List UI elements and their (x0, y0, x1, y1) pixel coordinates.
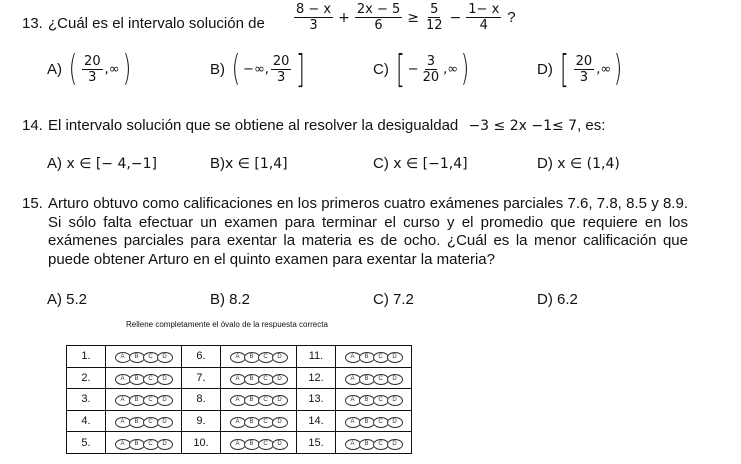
table-row (67, 367, 412, 389)
answer-bubble-c[interactable]: C (143, 374, 159, 385)
q14-expression: −3 ≤ 2x −1≤ 7 (468, 118, 578, 134)
question-number-cell: 1. (67, 346, 106, 368)
q14-text: El intervalo solución que se obtiene al resolver la desigualdad −3 ≤ 2x −1≤ 7, es: (48, 117, 606, 134)
answer-bubble-c[interactable]: C (258, 352, 274, 363)
answer-bubble-a[interactable]: A (230, 417, 246, 428)
answer-bubble-d[interactable]: D (387, 439, 403, 450)
bubble-cell (221, 389, 297, 411)
answer-bubble-b[interactable]: B (359, 395, 375, 406)
question-number-cell: 6. (182, 346, 221, 368)
q15-option-b[interactable]: B) 8.2 (210, 291, 251, 308)
table-row (67, 346, 412, 368)
answer-bubble-b[interactable]: B (129, 374, 145, 385)
question-number-cell: 13. (297, 389, 336, 411)
q13-number: 13. (22, 15, 43, 32)
answer-bubble-d[interactable]: D (272, 439, 288, 450)
question-number-cell: 7. (182, 367, 221, 389)
bubble-cell (106, 410, 182, 432)
answer-bubble-b[interactable]: B (244, 417, 260, 428)
bubble-cell (106, 346, 182, 368)
answer-bubble-d[interactable]: D (387, 395, 403, 406)
bubble-cell (221, 346, 297, 368)
question-number-cell: 8. (182, 389, 221, 411)
bubble-cell (221, 410, 297, 432)
answer-bubble-d[interactable]: D (157, 395, 173, 406)
answer-bubble-d[interactable]: D (387, 417, 403, 428)
answer-bubble-d[interactable]: D (157, 439, 173, 450)
answer-bubble-a[interactable]: A (230, 439, 246, 450)
question-number-cell: 12. (297, 367, 336, 389)
answer-bubble-a[interactable]: A (115, 374, 131, 385)
answer-bubble-a[interactable]: A (345, 374, 361, 385)
answer-bubble-c[interactable]: C (373, 352, 389, 363)
answer-bubble-b[interactable]: B (359, 439, 375, 450)
bubble-cell (106, 432, 182, 454)
answer-bubble-a[interactable]: A (115, 417, 131, 428)
answer-bubble-c[interactable]: C (258, 374, 274, 385)
answer-bubble-d[interactable]: D (272, 395, 288, 406)
answer-bubble-b[interactable]: B (129, 439, 145, 450)
answer-bubble-a[interactable]: A (345, 352, 361, 363)
answer-bubble-b[interactable]: B (359, 374, 375, 385)
answer-bubble-a[interactable]: A (345, 395, 361, 406)
q15-option-d[interactable]: D) 6.2 (537, 291, 578, 308)
answer-bubble-b[interactable]: B (244, 352, 260, 363)
answer-bubble-a[interactable]: A (230, 352, 246, 363)
answer-bubble-d[interactable]: D (272, 374, 288, 385)
bubble-cell (106, 389, 182, 411)
answer-bubble-d[interactable]: D (387, 352, 403, 363)
q14-option-c[interactable]: C) x ∈ [−1,4] (373, 155, 468, 172)
bubble-cell (221, 367, 297, 389)
question-number-cell: 15. (297, 432, 336, 454)
answer-bubble-c[interactable]: C (373, 417, 389, 428)
q13-option-b[interactable]: B) ( −∞, $\frac{20}{3}$ ] (210, 47, 306, 91)
answer-bubble-b[interactable]: B (129, 352, 145, 363)
answer-bubble-a[interactable]: A (115, 395, 131, 406)
answer-sheet-instruction: Rellene completamente el óvalo de la respuesta correcta (126, 320, 328, 329)
answer-bubble-c[interactable]: C (258, 439, 274, 450)
bubble-cell (336, 346, 412, 368)
answer-bubble-c[interactable]: C (373, 439, 389, 450)
bubble-cell (336, 367, 412, 389)
bubble-cell (336, 432, 412, 454)
q15-text: Arturo obtuvo como calificaciones en los primeros cuatro exámenes parciales 7.6, 7.8, 8.5 y 8.9. Si sólo falta efectuar un examen para terminar el curso y el promedio que requiere en los exámenes parciales para exentar la materia es de ocho. ¿Cuál es la menor calificación que puede obtener Arturo en el quinto examen para exentar la materia? (48, 195, 688, 268)
answer-bubble-a[interactable]: A (345, 439, 361, 450)
q14-option-b[interactable]: B)x ∈ [1,4] (210, 155, 288, 172)
q15-option-c[interactable]: C) 7.2 (373, 291, 414, 308)
answer-bubble-c[interactable]: C (373, 395, 389, 406)
answer-bubble-b[interactable]: B (129, 417, 145, 428)
bubble-cell (221, 432, 297, 454)
answer-bubble-d[interactable]: D (157, 374, 173, 385)
question-number-cell: 11. (297, 346, 336, 368)
q15-option-a[interactable]: A) 5.2 (47, 291, 88, 308)
answer-bubble-d[interactable]: D (272, 417, 288, 428)
bubble-cell (336, 389, 412, 411)
answer-bubble-b[interactable]: B (244, 374, 260, 385)
table-row (67, 410, 412, 432)
question-number-cell: 3. (67, 389, 106, 411)
q13-option-d[interactable]: D) [ $\frac{20}{3}$ ,∞ ) (537, 47, 623, 91)
q13-option-a[interactable]: A) ( $\frac{20}{3}$ ,∞ ) (47, 48, 131, 89)
answer-bubble-a[interactable]: A (230, 374, 246, 385)
question-number-cell: 14. (297, 410, 336, 432)
question-number-cell: 9. (182, 410, 221, 432)
answer-bubble-a[interactable]: A (345, 417, 361, 428)
answer-bubble-a[interactable]: A (230, 395, 246, 406)
answer-bubble-b[interactable]: B (244, 395, 260, 406)
question-number-cell: 10. (182, 432, 221, 454)
answer-bubble-d[interactable]: D (387, 374, 403, 385)
answer-bubble-c[interactable]: C (143, 439, 159, 450)
answer-bubble-b[interactable]: B (359, 417, 375, 428)
q15-number: 15. (22, 195, 43, 212)
answer-sheet-table (66, 345, 412, 454)
answer-bubble-a[interactable]: A (115, 352, 131, 363)
answer-bubble-c[interactable]: C (258, 395, 274, 406)
table-row (67, 432, 412, 454)
q13-option-c[interactable]: C) [ − $\frac{3}{20}$ ,∞ ) (373, 47, 470, 91)
answer-bubble-b[interactable]: B (129, 395, 145, 406)
answer-bubble-d[interactable]: D (157, 417, 173, 428)
bubble-cell (106, 367, 182, 389)
answer-bubble-c[interactable]: C (373, 374, 389, 385)
answer-bubble-b[interactable]: B (359, 352, 375, 363)
q13-expression: $\frac{8 - x}{3}$ + $\frac{2x - 5}{6}$ ≥ $\frac{5}{12}$ − $\frac{1- x}{4}$ ? (296, 2, 516, 33)
answer-bubble-c[interactable]: C (143, 352, 159, 363)
q14-option-a[interactable]: A) x ∈ [− 4,−1] (47, 155, 157, 172)
answer-bubble-c[interactable]: C (143, 395, 159, 406)
answer-bubble-d[interactable]: D (272, 352, 288, 363)
question-number-cell: 5. (67, 432, 106, 454)
table-row (67, 389, 412, 411)
answer-bubble-c[interactable]: C (143, 417, 159, 428)
answer-bubble-d[interactable]: D (157, 352, 173, 363)
question-number-cell: 2. (67, 367, 106, 389)
bubble-cell (336, 410, 412, 432)
question-number-cell: 4. (67, 410, 106, 432)
answer-bubble-a[interactable]: A (115, 439, 131, 450)
answer-bubble-b[interactable]: B (244, 439, 260, 450)
q14-option-d[interactable]: D) x ∈ (1,4) (537, 155, 620, 172)
answer-bubble-c[interactable]: C (258, 417, 274, 428)
q13-text: ¿Cuál es el intervalo solución de (48, 15, 265, 32)
q14-number: 14. (22, 117, 43, 134)
